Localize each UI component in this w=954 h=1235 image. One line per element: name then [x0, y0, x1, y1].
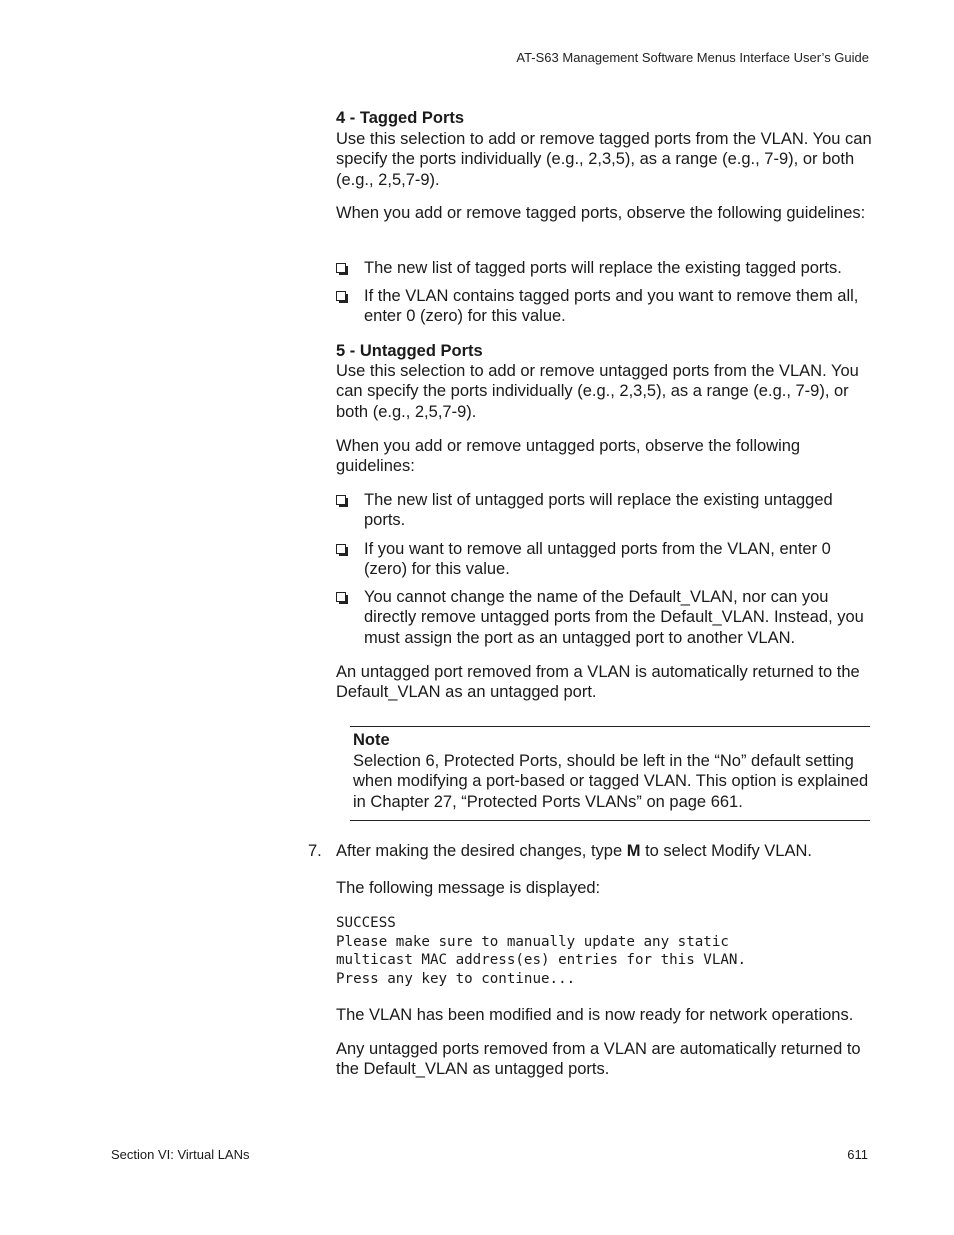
untagged-ports-description: Use this selection to add or remove untagged ports from the VLAN. You can specify the ports individually (e.g., 2,3,5), as a range (e.g., 7-9), or both (e.g., 2,5,7-9).: [336, 362, 859, 421]
result-text: The VLAN has been modified and is now ready for network operations.: [336, 1006, 854, 1024]
checkbox-bullet-icon: [336, 495, 346, 505]
step-number: 7.: [308, 842, 322, 860]
step-7-key: M: [626, 842, 641, 860]
tagged-guideline-2: If the VLAN contains tagged ports and you want to remove them all, enter 0 (zero) for this value.: [364, 287, 859, 326]
tagged-guideline-1: The new list of tagged ports will replace the existing tagged ports.: [364, 259, 842, 277]
console-message: SUCCESS Please make sure to manually update any static multicast MAC address(es) entries for this VLAN. Press any key to continue...: [336, 915, 746, 987]
running-header: AT-S63 Management Software Menus Interface User’s Guide: [516, 50, 869, 65]
step-7-text-after: to select Modify VLAN.: [640, 842, 812, 860]
note-title: Note: [353, 731, 390, 749]
note-text: Selection 6, Protected Ports, should be left in the “No” default setting when modifying a port-based or tagged VLAN. This option is explained in Chapter 27, “Protected Ports VLANs” on page 661.: [353, 752, 869, 811]
tagged-ports-heading: 4 - Tagged Ports: [336, 109, 465, 127]
checkbox-bullet-icon: [336, 592, 346, 602]
checkbox-bullet-icon: [336, 263, 346, 273]
checkbox-bullet-icon: [336, 544, 346, 554]
note-top-rule: [350, 726, 870, 727]
untagged-ports-summary: An untagged port removed from a VLAN is automatically returned to the Default_VLAN as an untagged port.: [336, 663, 860, 702]
tagged-ports-description: Use this selection to add or remove tagged ports from the VLAN. You can specify the ports individually (e.g., 2,3,5), as a range (e.g., 7-9), or both (e.g., 2,5,7-9).: [336, 130, 872, 189]
step-7-instruction: [336, 841, 876, 861]
final-note-text: Any untagged ports removed from a VLAN are automatically returned to the Default_VLAN as untagged ports.: [336, 1040, 861, 1079]
step-7-text-before: After making the desired changes, type: [336, 842, 627, 860]
untagged-guideline-3: You cannot change the name of the Default_VLAN, nor can you directly remove untagged ports from the Default_VLAN. Instead, you must assign the port as an untagged port to another VLAN.: [364, 588, 864, 647]
footer-section: Section VI: Virtual LANs: [111, 1147, 250, 1162]
note-bottom-rule: [350, 820, 870, 821]
untagged-ports-guidelines-intro: When you add or remove untagged ports, observe the following guidelines:: [336, 437, 801, 476]
untagged-guideline-2: If you want to remove all untagged ports from the VLAN, enter 0 (zero) for this value.: [364, 540, 831, 579]
untagged-guideline-1: The new list of untagged ports will replace the existing untagged ports.: [364, 491, 833, 530]
message-intro: The following message is displayed:: [336, 879, 601, 897]
untagged-ports-heading: 5 - Untagged Ports: [336, 342, 483, 360]
tagged-ports-guidelines-intro: When you add or remove tagged ports, observe the following guidelines:: [336, 204, 866, 222]
footer-page-number: 611: [847, 1147, 868, 1162]
checkbox-bullet-icon: [336, 291, 346, 301]
